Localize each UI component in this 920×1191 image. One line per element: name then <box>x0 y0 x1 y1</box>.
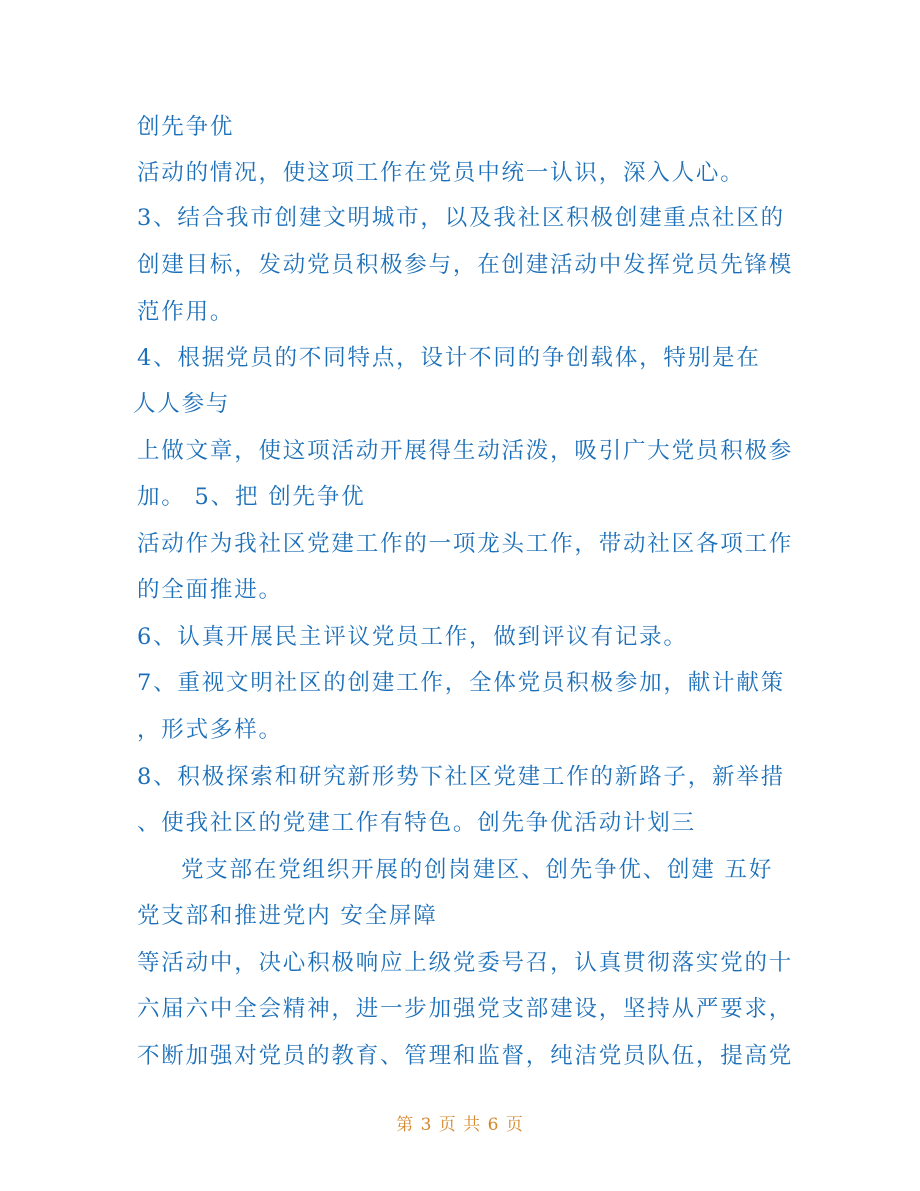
text-line: 7、重视文明社区的创建工作，全体党员积极参加，献计献策 <box>137 670 785 696</box>
text-line: ，形式多样。 <box>137 717 283 743</box>
text-line: 人人参与 <box>133 391 231 417</box>
text-line: 党支部在党组织开展的创岗建区、创先争优、创建 五好 <box>181 857 774 883</box>
text-line: 不断加强对党员的教育、管理和监督，纯洁党员队伍，提高党 <box>137 1043 794 1069</box>
text-line: 创先争优 <box>137 114 235 140</box>
page-number: 第 3 页 共 6 页 <box>396 1115 524 1135</box>
text-line: 上做文章，使这项活动开展得生动活泼，吸引广大党员积极参 <box>137 438 794 464</box>
text-line: 活动作为我社区党建工作的一项龙头工作，带动社区各项工作 <box>137 531 794 557</box>
text-line: 8、积极探索和研究新形势下社区党建工作的新路子，新举措 <box>137 764 785 790</box>
text-line: 3、结合我市创建文明城市，以及我社区积极创建重点社区的 <box>137 205 785 231</box>
text-line: 的全面推进。 <box>137 577 283 603</box>
text-line: 党支部和推进党内 安全屏障 <box>137 903 438 929</box>
text-line: 加。 5、把 创先争优 <box>137 484 366 510</box>
text-line: 4、根据党员的不同特点，设计不同的争创载体，特别是在 <box>137 345 761 371</box>
text-line: 创建目标，发动党员积极参与，在创建活动中发挥党员先锋模 <box>137 252 794 278</box>
text-line: 六届六中全会精神，进一步加强党支部建设，坚持从严要求， <box>137 996 794 1022</box>
text-line: 活动的情况，使这项工作在党员中统一认识，深入人心。 <box>137 160 745 186</box>
text-line: 等活动中，决心积极响应上级党委号召，认真贯彻落实党的十 <box>137 950 794 976</box>
text-line: 、使我社区的党建工作有特色。创先争优活动计划三 <box>137 810 696 836</box>
text-line: 范作用。 <box>137 299 235 325</box>
text-line: 6、认真开展民主评议党员工作，做到评议有记录。 <box>137 624 688 650</box>
